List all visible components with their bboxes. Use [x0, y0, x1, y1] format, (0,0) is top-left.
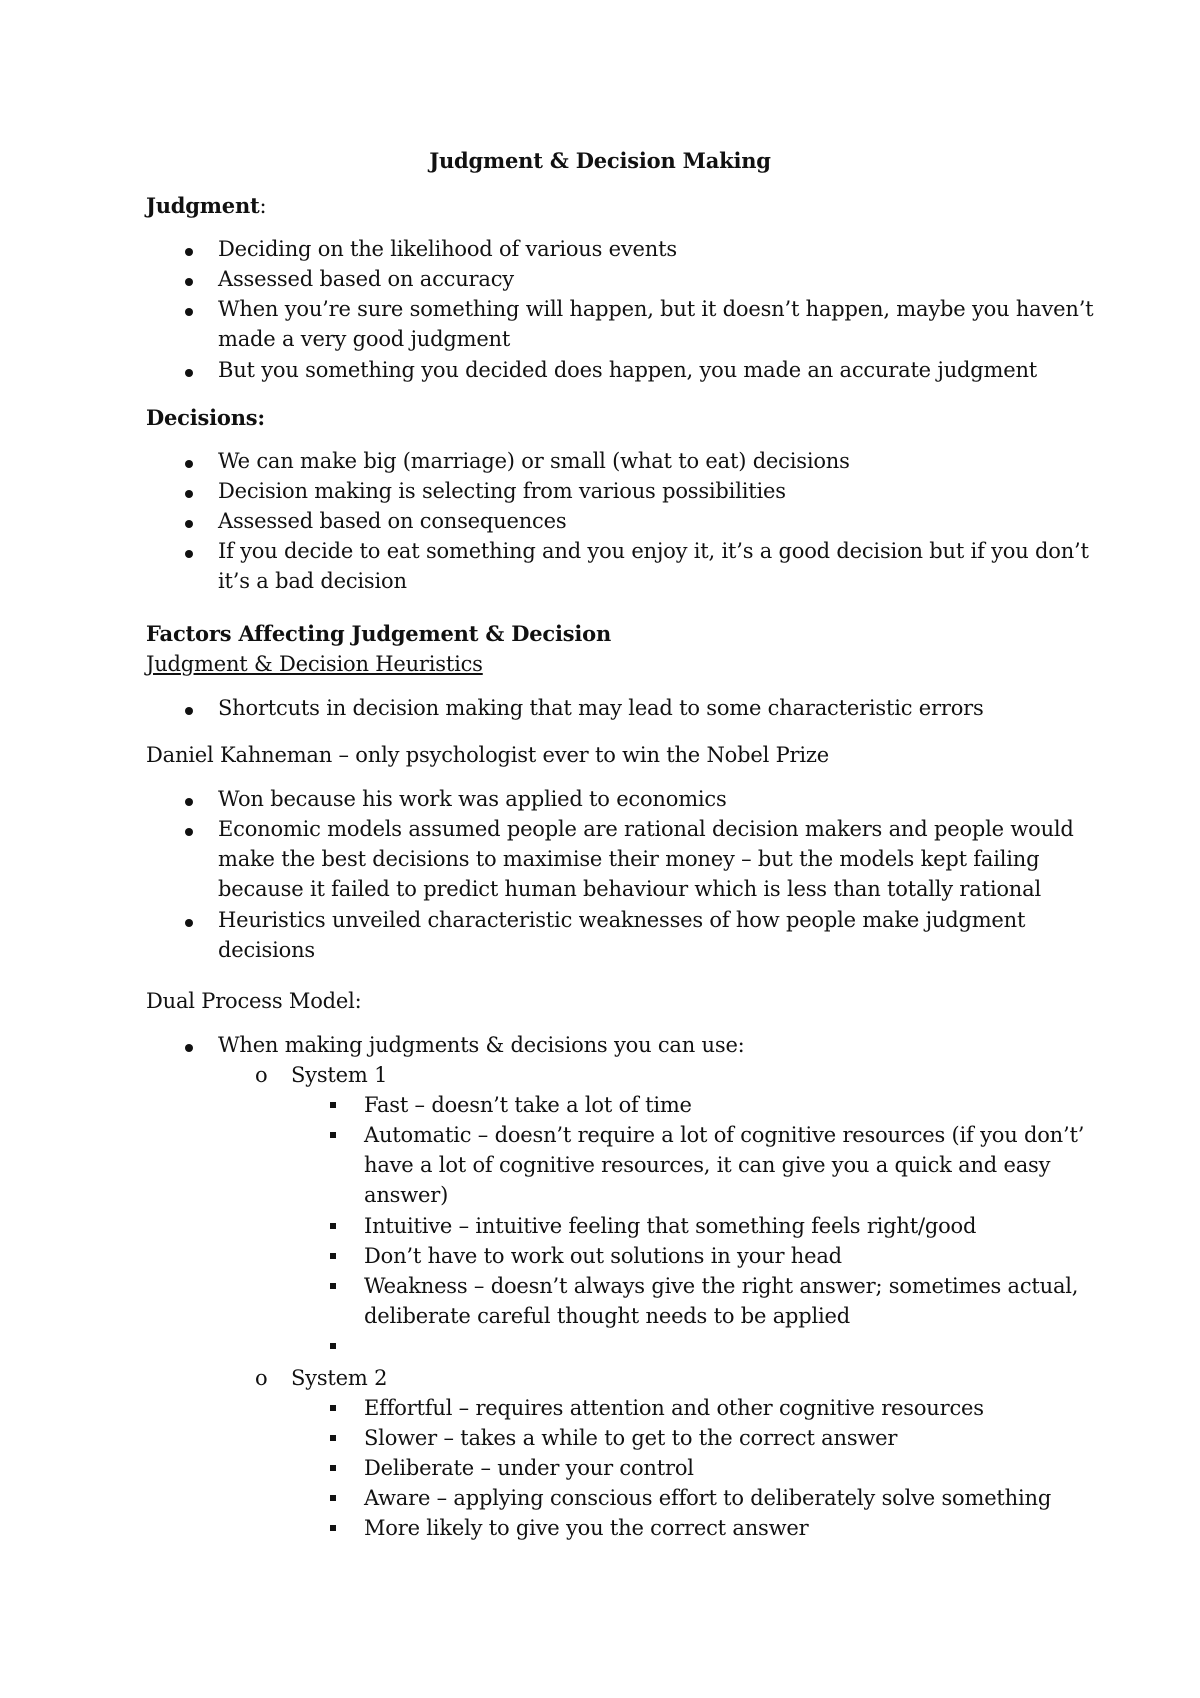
list-item: Don’t have to work out solutions in your head — [364, 1244, 842, 1268]
list-item: Deliberate – under your control — [364, 1456, 694, 1480]
list-item: Assessed based on accuracy — [218, 267, 514, 291]
list-item: Effortful – requires attention and other cognitive resources — [364, 1396, 984, 1420]
bullet-dot — [185, 828, 193, 836]
list-item: Deciding on the likelihood of various events — [218, 237, 677, 261]
heuristics-subheading: Judgment & Decision Heuristics — [146, 652, 483, 676]
list-item: Weakness – doesn’t always give the right answer; sometimes actual, deliberate careful thought needs to be applied — [364, 1274, 1079, 1328]
dual-process-heading: Dual Process Model: — [146, 989, 362, 1013]
decisions-heading: Decisions: — [146, 405, 265, 430]
bullet-dot — [185, 1044, 193, 1052]
list-item: Shortcuts in decision making that may lead to some characteristic errors — [218, 696, 984, 720]
circle-bullet: o — [255, 1063, 268, 1087]
bullet-dot — [185, 278, 193, 286]
list-item: Decision making is selecting from various possibilities — [218, 479, 786, 503]
bullet-dot — [185, 550, 193, 558]
list-item: Assessed based on consequences — [218, 509, 567, 533]
list-item: More likely to give you the correct answer — [364, 1516, 809, 1540]
square-bullet — [330, 1525, 336, 1531]
bullet-dot — [185, 707, 193, 715]
bullet-dot — [185, 919, 193, 927]
judgment-heading: Judgment: — [146, 193, 267, 218]
square-bullet — [330, 1253, 336, 1259]
bullet-dot — [185, 248, 193, 256]
system1-label: System 1 — [291, 1063, 388, 1087]
square-bullet — [330, 1343, 336, 1349]
list-item: When making judgments & decisions you can use: — [218, 1033, 745, 1057]
list-item: Slower – takes a while to get to the correct answer — [364, 1426, 898, 1450]
square-bullet — [330, 1465, 336, 1471]
list-item: Economic models assumed people are rational decision makers and people would make the best decisions to maximise their money – but the models kept failing because it failed to predict human behaviour which is less than totally rational — [218, 817, 1074, 901]
square-bullet — [330, 1223, 336, 1229]
bullet-dot — [185, 490, 193, 498]
list-item: But you something you decided does happen, you made an accurate judgment — [218, 358, 1038, 382]
square-bullet — [330, 1405, 336, 1411]
list-item: We can make big (marriage) or small (what to eat) decisions — [218, 449, 850, 473]
square-bullet — [330, 1435, 336, 1441]
list-item: When you’re sure something will happen, but it doesn’t happen, maybe you haven’t made a very good judgment — [218, 297, 1094, 351]
list-item: Fast – doesn’t take a lot of time — [364, 1093, 692, 1117]
bullet-dot — [185, 798, 193, 806]
circle-bullet: o — [255, 1366, 268, 1390]
bullet-dot — [185, 520, 193, 528]
kahneman-line: Daniel Kahneman – only psychologist ever to win the Nobel Prize — [146, 743, 829, 767]
bullet-dot — [185, 369, 193, 377]
list-item: Heuristics unveiled characteristic weaknesses of how people make judgment decisions — [218, 908, 1026, 962]
bullet-dot — [185, 460, 193, 468]
square-bullet — [330, 1132, 336, 1138]
square-bullet — [330, 1495, 336, 1501]
square-bullet — [330, 1102, 336, 1108]
list-item: Intuitive – intuitive feeling that something feels right/good — [364, 1214, 977, 1238]
list-item: Automatic – doesn’t require a lot of cognitive resources (if you don’t’ have a lot of cognitive resources, it can give you a quick and easy answer) — [364, 1123, 1085, 1207]
document-title: Judgment & Decision Making — [429, 148, 771, 173]
list-item: If you decide to eat something and you enjoy it, it’s a good decision but if you don’t it’s a bad decision — [218, 539, 1089, 593]
square-bullet — [330, 1283, 336, 1289]
bullet-dot — [185, 308, 193, 316]
system2-label: System 2 — [291, 1366, 388, 1390]
list-item: Aware – applying conscious effort to deliberately solve something — [364, 1486, 1052, 1510]
factors-heading: Factors Affecting Judgement & Decision — [146, 621, 612, 646]
list-item: Won because his work was applied to economics — [218, 787, 727, 811]
